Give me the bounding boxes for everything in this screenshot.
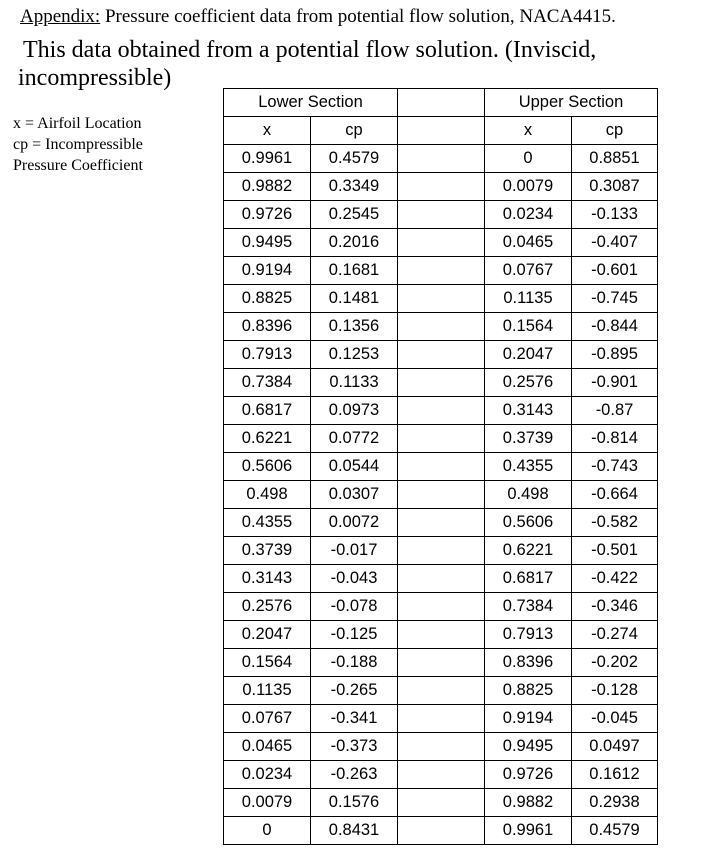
- spacer-cell: [398, 789, 485, 817]
- lower-cp-cell: -0.043: [311, 565, 398, 593]
- spacer-cell: [398, 537, 485, 565]
- spacer-header: [398, 89, 485, 117]
- variable-legend: [13, 113, 143, 176]
- lower-x-cell: 0.3739: [224, 537, 311, 565]
- upper-cp-cell: 0.2938: [572, 789, 658, 817]
- column-header-row: [224, 117, 658, 145]
- upper-x-cell: 0.7913: [485, 621, 572, 649]
- table-row: [224, 145, 658, 173]
- lower-cp-cell: -0.188: [311, 649, 398, 677]
- upper-x-cell: 0.9495: [485, 733, 572, 761]
- lower-cp-cell: 0.4579: [311, 145, 398, 173]
- table-row: [224, 817, 658, 845]
- intro-paragraph: [18, 36, 658, 92]
- lower-cp-cell: 0.0544: [311, 453, 398, 481]
- table-row: [224, 789, 658, 817]
- table-row: [224, 565, 658, 593]
- lower-cp-cell: 0.1356: [311, 313, 398, 341]
- upper-cp-cell: -0.601: [572, 257, 658, 285]
- table-row: [224, 173, 658, 201]
- table-row: [224, 369, 658, 397]
- lower-x-cell: 0.7384: [224, 369, 311, 397]
- lower-cp-cell: 0.1133: [311, 369, 398, 397]
- spacer-cell: [398, 677, 485, 705]
- spacer-cell: [398, 649, 485, 677]
- upper-x-cell: 0.6221: [485, 537, 572, 565]
- legend-cp-cont: Pressure Coefficient: [13, 157, 143, 174]
- lower-x-cell: 0.9961: [224, 145, 311, 173]
- lower-cp-cell: -0.341: [311, 705, 398, 733]
- lower-x-cell: 0.7913: [224, 341, 311, 369]
- section-header-row: [224, 89, 658, 117]
- lower-cp-cell: 0.1253: [311, 341, 398, 369]
- lower-cp-cell: -0.265: [311, 677, 398, 705]
- upper-cp-cell: 0.8851: [572, 145, 658, 173]
- upper-cp-cell: -0.422: [572, 565, 658, 593]
- upper-cp-cell: -0.202: [572, 649, 658, 677]
- spacer-cell: [398, 313, 485, 341]
- upper-x-cell: 0.498: [485, 481, 572, 509]
- spacer-cell: [398, 257, 485, 285]
- upper-cp-cell: -0.133: [572, 201, 658, 229]
- upper-x-cell: 0.8396: [485, 649, 572, 677]
- spacer-cell: [398, 173, 485, 201]
- upper-cp-cell: -0.814: [572, 425, 658, 453]
- lower-x-cell: 0.498: [224, 481, 311, 509]
- lower-cp-cell: 0.1576: [311, 789, 398, 817]
- lower-x-cell: 0.1564: [224, 649, 311, 677]
- lower-x-cell: 0.6817: [224, 397, 311, 425]
- table-row: [224, 621, 658, 649]
- spacer-cell: [398, 565, 485, 593]
- table-body: [224, 89, 658, 845]
- lower-cp-cell: 0.2545: [311, 201, 398, 229]
- table-row: [224, 649, 658, 677]
- upper-x-cell: 0.0079: [485, 173, 572, 201]
- upper-cp-cell: -0.407: [572, 229, 658, 257]
- spacer-cell: [398, 369, 485, 397]
- lower-x-cell: 0.9882: [224, 173, 311, 201]
- upper-cp-cell: -0.895: [572, 341, 658, 369]
- upper-x-header: x: [485, 117, 572, 145]
- upper-x-cell: 0.9726: [485, 761, 572, 789]
- table-row: [224, 425, 658, 453]
- spacer-cell: [398, 481, 485, 509]
- lower-cp-cell: 0.0072: [311, 509, 398, 537]
- lower-x-cell: 0.0465: [224, 733, 311, 761]
- lower-x-cell: 0.5606: [224, 453, 311, 481]
- lower-cp-cell: 0.2016: [311, 229, 398, 257]
- upper-x-cell: 0.0234: [485, 201, 572, 229]
- table-row: [224, 677, 658, 705]
- appendix-label: Appendix:: [20, 6, 101, 27]
- upper-x-cell: 0.6817: [485, 565, 572, 593]
- upper-x-cell: 0.8825: [485, 677, 572, 705]
- upper-x-cell: 0.0465: [485, 229, 572, 257]
- table-row: [224, 229, 658, 257]
- upper-x-cell: 0.1564: [485, 313, 572, 341]
- intro-line-1: This data obtained from a potential flow solution. (Inviscid,: [23, 37, 597, 63]
- lower-cp-cell: -0.373: [311, 733, 398, 761]
- appendix-title: Pressure coefficient data from potential flow solution, NACA4415.: [104, 6, 616, 27]
- upper-x-cell: 0: [485, 145, 572, 173]
- lower-x-cell: 0.0234: [224, 761, 311, 789]
- spacer-cell: [398, 733, 485, 761]
- table-row: [224, 453, 658, 481]
- upper-cp-cell: -0.844: [572, 313, 658, 341]
- spacer-cell: [398, 817, 485, 845]
- lower-cp-cell: -0.263: [311, 761, 398, 789]
- lower-x-cell: 0: [224, 817, 311, 845]
- upper-cp-cell: 0.3087: [572, 173, 658, 201]
- upper-x-cell: 0.2047: [485, 341, 572, 369]
- table-row: [224, 761, 658, 789]
- lower-x-cell: 0.9495: [224, 229, 311, 257]
- upper-section-header: Upper Section: [485, 89, 658, 117]
- spacer-cell: [398, 397, 485, 425]
- upper-cp-cell: -0.745: [572, 285, 658, 313]
- spacer-cell: [398, 229, 485, 257]
- spacer-cell: [398, 285, 485, 313]
- upper-cp-cell: 0.1612: [572, 761, 658, 789]
- upper-cp-cell: 0.4579: [572, 817, 658, 845]
- upper-x-cell: 0.3739: [485, 425, 572, 453]
- upper-x-cell: 0.3143: [485, 397, 572, 425]
- table-row: [224, 257, 658, 285]
- lower-x-cell: 0.2047: [224, 621, 311, 649]
- spacer-cell: [398, 453, 485, 481]
- lower-x-cell: 0.9194: [224, 257, 311, 285]
- lower-cp-cell: -0.125: [311, 621, 398, 649]
- upper-x-cell: 0.9882: [485, 789, 572, 817]
- spacer-column-header: [398, 117, 485, 145]
- table-row: [224, 593, 658, 621]
- lower-x-cell: 0.2576: [224, 593, 311, 621]
- upper-cp-header: cp: [572, 117, 658, 145]
- table-row: [224, 537, 658, 565]
- lower-section-header: Lower Section: [224, 89, 398, 117]
- spacer-cell: [398, 621, 485, 649]
- upper-cp-cell: -0.501: [572, 537, 658, 565]
- lower-x-cell: 0.4355: [224, 509, 311, 537]
- upper-x-cell: 0.1135: [485, 285, 572, 313]
- upper-x-cell: 0.5606: [485, 509, 572, 537]
- spacer-cell: [398, 201, 485, 229]
- lower-x-cell: 0.6221: [224, 425, 311, 453]
- legend-x: x = Airfoil Location: [13, 115, 142, 132]
- lower-x-cell: 0.9726: [224, 201, 311, 229]
- lower-cp-cell: 0.0307: [311, 481, 398, 509]
- pressure-coefficient-table: [223, 88, 658, 845]
- upper-cp-cell: -0.274: [572, 621, 658, 649]
- lower-cp-cell: 0.8431: [311, 817, 398, 845]
- upper-x-cell: 0.4355: [485, 453, 572, 481]
- table-row: [224, 733, 658, 761]
- lower-cp-cell: 0.3349: [311, 173, 398, 201]
- upper-x-cell: 0.2576: [485, 369, 572, 397]
- upper-cp-cell: -0.582: [572, 509, 658, 537]
- lower-cp-cell: 0.1681: [311, 257, 398, 285]
- lower-cp-cell: -0.078: [311, 593, 398, 621]
- spacer-cell: [398, 509, 485, 537]
- upper-x-cell: 0.9194: [485, 705, 572, 733]
- upper-x-cell: 0.7384: [485, 593, 572, 621]
- lower-cp-cell: 0.1481: [311, 285, 398, 313]
- lower-cp-header: cp: [311, 117, 398, 145]
- table-row: [224, 201, 658, 229]
- legend-cp: cp = Incompressible: [13, 136, 143, 153]
- spacer-cell: [398, 593, 485, 621]
- table-row: [224, 285, 658, 313]
- upper-cp-cell: 0.0497: [572, 733, 658, 761]
- spacer-cell: [398, 705, 485, 733]
- lower-x-cell: 0.8396: [224, 313, 311, 341]
- lower-cp-cell: 0.0772: [311, 425, 398, 453]
- upper-x-cell: 0.0767: [485, 257, 572, 285]
- upper-cp-cell: -0.346: [572, 593, 658, 621]
- lower-cp-cell: -0.017: [311, 537, 398, 565]
- intro-line-2: incompressible): [18, 65, 172, 91]
- table-row: [224, 509, 658, 537]
- upper-cp-cell: -0.87: [572, 397, 658, 425]
- lower-x-header: x: [224, 117, 311, 145]
- appendix-heading: [20, 6, 616, 28]
- spacer-cell: [398, 341, 485, 369]
- upper-cp-cell: -0.743: [572, 453, 658, 481]
- upper-cp-cell: -0.664: [572, 481, 658, 509]
- table-row: [224, 705, 658, 733]
- lower-x-cell: 0.8825: [224, 285, 311, 313]
- upper-cp-cell: -0.901: [572, 369, 658, 397]
- spacer-cell: [398, 145, 485, 173]
- table-row: [224, 397, 658, 425]
- lower-x-cell: 0.0079: [224, 789, 311, 817]
- upper-x-cell: 0.9961: [485, 817, 572, 845]
- lower-x-cell: 0.1135: [224, 677, 311, 705]
- table-row: [224, 481, 658, 509]
- lower-x-cell: 0.3143: [224, 565, 311, 593]
- table-row: [224, 341, 658, 369]
- upper-cp-cell: -0.045: [572, 705, 658, 733]
- spacer-cell: [398, 761, 485, 789]
- lower-cp-cell: 0.0973: [311, 397, 398, 425]
- upper-cp-cell: -0.128: [572, 677, 658, 705]
- table-row: [224, 313, 658, 341]
- spacer-cell: [398, 425, 485, 453]
- lower-x-cell: 0.0767: [224, 705, 311, 733]
